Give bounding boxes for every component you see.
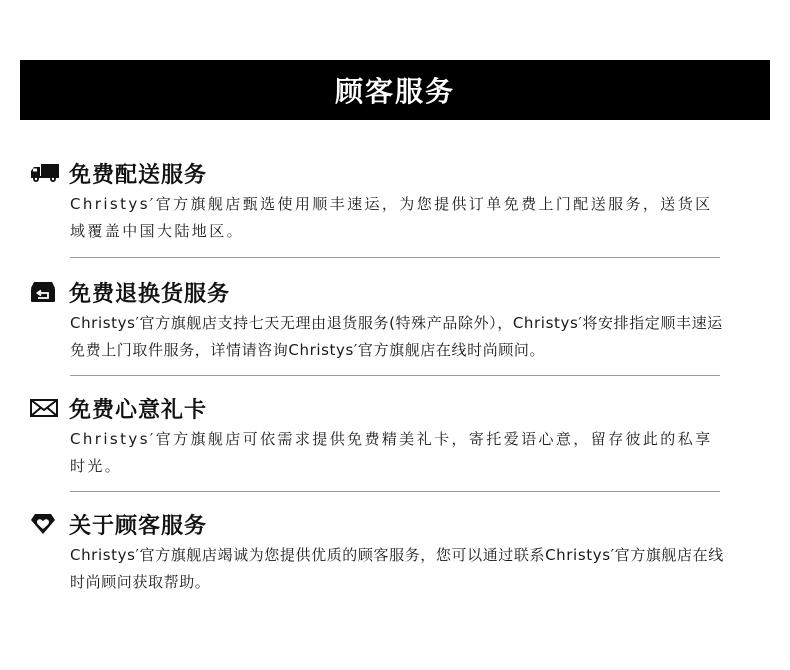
truck-icon xyxy=(30,162,60,184)
section-title: 免费退换货服务 xyxy=(69,281,231,307)
section-text: Christys′官方旗舰店竭诚为您提供优质的顾客服务，您可以通过联系Christys′官方旗舰店在线时尚顾问获取帮助。 xyxy=(70,546,724,591)
envelope-icon xyxy=(30,397,60,419)
section-gift-card xyxy=(30,393,730,480)
section-free-returns xyxy=(30,277,730,364)
section-free-delivery xyxy=(30,158,730,245)
heart-badge-icon xyxy=(30,513,60,535)
return-box-icon xyxy=(30,281,60,303)
section-text: Christys′官方旗舰店甄选使用顺丰速运，为您提供订单免费上门配送服务，送货区域覆盖中国大陆地区。 xyxy=(70,195,713,240)
section-title: 关于顾客服务 xyxy=(69,513,208,539)
divider xyxy=(70,491,720,492)
header-banner xyxy=(20,60,770,120)
section-about-service xyxy=(30,509,730,596)
page-title: 顾客服务 xyxy=(334,75,455,108)
section-text: Christys′官方旗舰店支持七天无理由退货服务(特殊产品除外），Christys′将安排指定顺丰速运免费上门取件服务，详情请咨询Christys′官方旗舰店在线时尚顾问。 xyxy=(70,314,723,359)
section-text: Christys′官方旗舰店可依需求提供免费精美礼卡，寄托爱语心意，留存彼此的私享时光。 xyxy=(70,430,713,475)
section-title: 免费配送服务 xyxy=(69,162,208,188)
divider xyxy=(70,375,720,376)
section-title: 免费心意礼卡 xyxy=(69,397,208,423)
divider xyxy=(70,257,720,258)
